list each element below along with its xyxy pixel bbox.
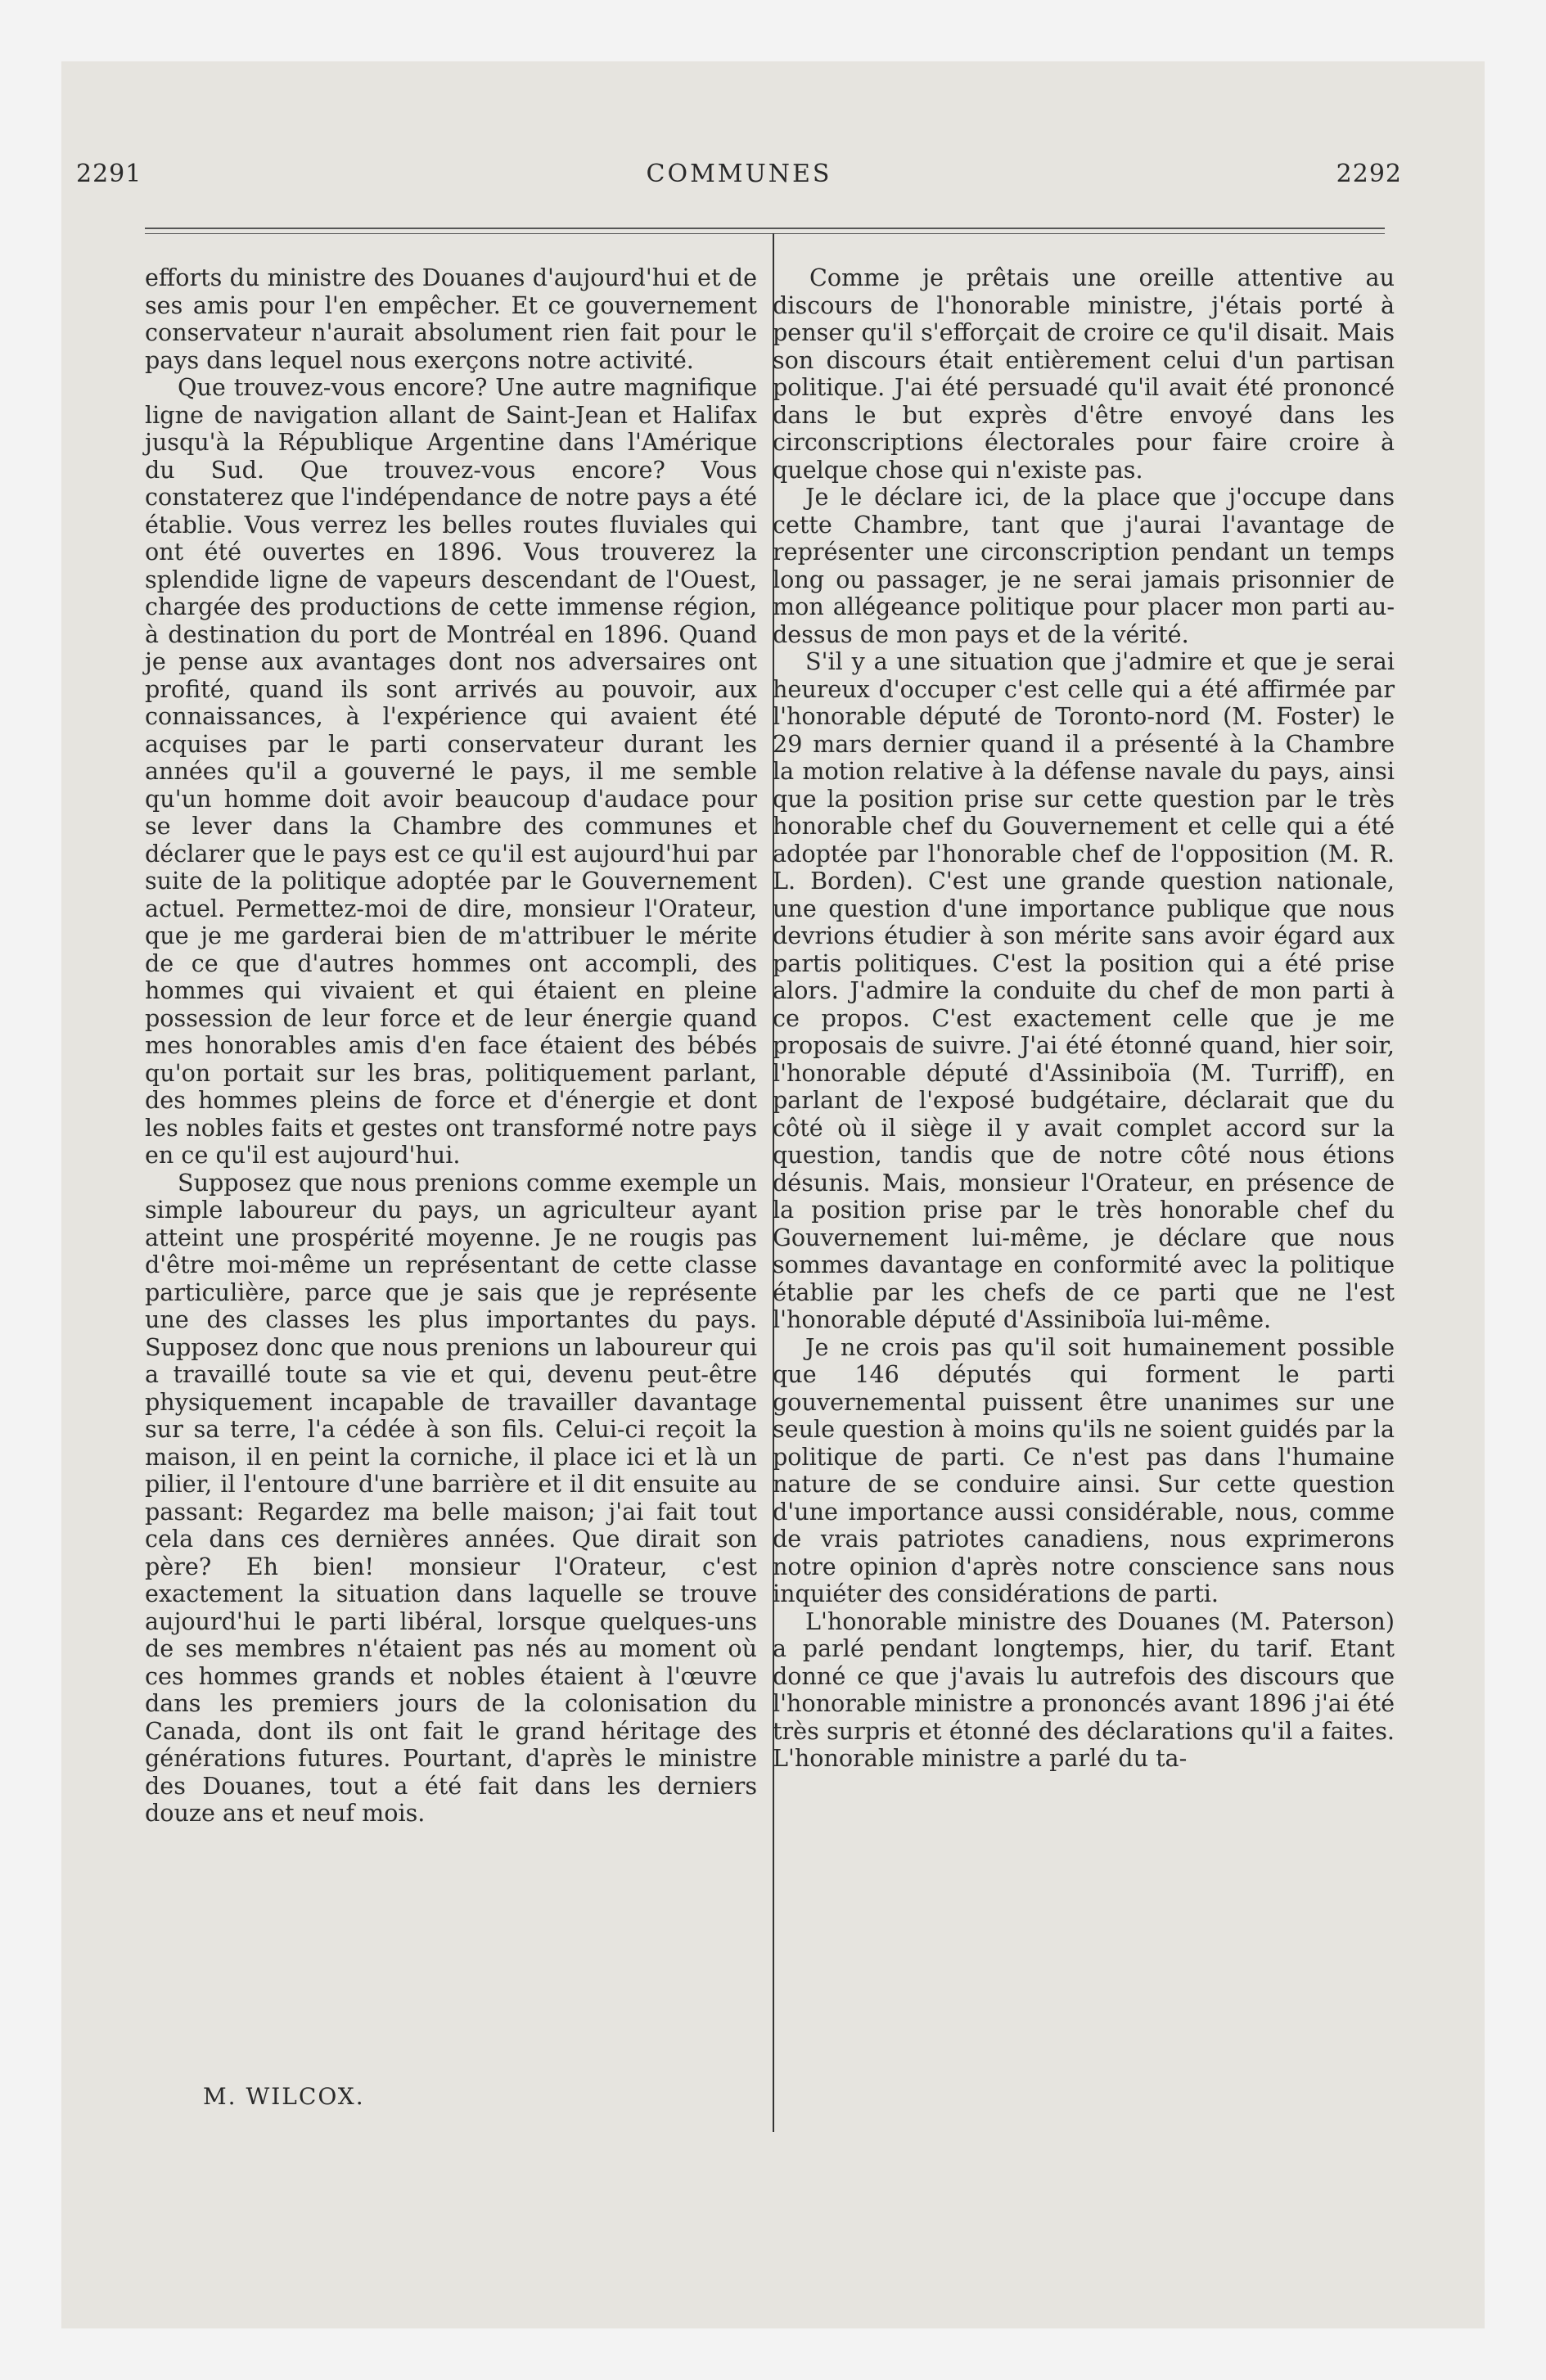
paragraph: Comme je prêtais une oreille attentive au discours de l'honorable ministre, j'étais porté à penser qu'il s'efforçait de croire ce qu'il disait. Mais son discours était entièrement celui d'un partisan politique. J'ai été persuadé qu'il avait été prononcé dans le but exprès d'être envoyé dans les circonscriptions électorales pour faire croire à quelque chose qui n'existe pas.	[773, 264, 1395, 484]
paragraph: Je ne crois pas qu'il soit humainement possible que 146 députés qui forment le parti gouvernemental puissent être unanimes sur une seule question à moins qu'ils ne soient guidés par la politique de parti. Ce n'est pas dans l'humaine nature de se conduire ainsi. Sur cette question d'une importance aussi considérable, nous, comme de vrais patriotes canadiens, nous exprimerons notre opinion d'après notre conscience sans nous inquiéter des considérations de parti.	[773, 1332, 1395, 1607]
page-number-right: 2292	[1336, 160, 1402, 188]
page-number-left: 2291	[76, 160, 142, 188]
running-title: COMMUNES	[646, 160, 832, 188]
paragraph: efforts du ministre des Douanes d'aujourd'hui et de ses amis pour l'en empêcher. Et ce gouvernement conservateur n'aurait absolument rien fait pour le pays dans lequel nous exerçons notre activité.	[145, 264, 757, 374]
paragraph: S'il y a une situation que j'admire et que je serai heureux d'occuper c'est celle qui a été affirmée par l'honorable député de Toronto-nord (M. Foster) le 29 mars dernier quand il a présenté à la Chambre la motion relative à la défense navale du pays, ainsi que la position prise sur cette question par le très honorable chef du Gouvernement et celle qui a été adoptée par l'honorable chef de l'opposition (M. R. L. Borden). C'est une grande question nationale, une question d'une importance publique que nous devrions étudier à son mérite sans avoir égard aux partis politiques. C'est la position qui a été prise alors. J'admire la conduite du chef de mon parti à ce propos. C'est exactement celle que je me proposais de suivre. J'ai été étonné quand, hier soir, l'honorable député d'Assiniboïa (M. Turriff), en parlant de l'exposé budgétaire, déclarait que du côté où il siège il y avait complet accord sur la question, tandis que de notre côté nous étions désunis. Mais, monsieur l'Orateur, en présence de la position prise par le très honorable chef du Gouvernement lui-même, je déclare que nous sommes davantage en conformité avec la politique établie par les chefs de ce parti que ne l'est l'honorable député d'Assiniboïa lui-même.	[773, 647, 1395, 1333]
paragraph: Je le déclare ici, de la place que j'occupe dans cette Chambre, tant que j'aurai l'avantage de représenter une circonscription pendant un temps long ou passager, je ne serai jamais prisonnier de mon allégeance politique pour placer mon parti au-dessus de mon pays et de la vérité.	[773, 483, 1395, 648]
right-column	[773, 264, 1395, 1773]
paragraph: Supposez que nous prenions comme exemple un simple laboureur du pays, un agriculteur ayant atteint une prospérité moyenne. Je ne rougis pas d'être moi-même un représentant de cette classe particulière, parce que je sais que je représente une des classes les plus importantes du pays. Supposez donc que nous prenions un laboureur qui a travaillé toute sa vie et qui, devenu peut-être physiquement incapable de travailler davantage sur sa terre, l'a cédée à son fils. Celui-ci reçoit la maison, il en peint la corniche, il place ici et là un pilier, il l'entoure d'une barrière et il dit ensuite au passant: Regardez ma belle maison; j'ai fait tout cela dans ces dernières années. Que dirait son père? Eh bien! monsieur l'Orateur, c'est exactement la situation dans laquelle se trouve aujourd'hui le parti libéral, lorsque quelques-uns de ses membres n'étaient pas nés au moment où ces hommes grands et nobles étaient à l'œuvre dans les premiers jours de la colonisation du Canada, dont ils ont fait le grand héritage des générations futures. Pourtant, d'après le ministre des Douanes, tout a été fait dans les derniers douze ans et neuf mois.	[145, 1168, 757, 1827]
header-rule-top	[145, 228, 1385, 229]
speaker-name: M. WILCOX.	[203, 2083, 365, 2110]
paragraph: Que trouvez-vous encore? Une autre magnifique ligne de navigation allant de Saint-Jean et Halifax jusqu'à la République Argentine dans l'Amérique du Sud. Que trouvez-vous encore? Vous constaterez que l'indépendance de notre pays a été établie. Vous verrez les belles routes fluviales qui ont été ouvertes en 1896. Vous trouverez la splendide ligne de vapeurs descendant de l'Ouest, chargée des productions de cette immense région, à destination du port de Montréal en 1896. Quand je pense aux avantages dont nos adversaires ont profité, quand ils sont arrivés au pouvoir, aux connaissances, à l'expérience qui avaient été acquises par le parti conservateur durant les années qu'il a gouverné le pays, il me semble qu'un homme doit avoir beaucoup d'audace pour se lever dans la Chambre des communes et déclarer que le pays est ce qu'il est aujourd'hui par suite de la politique adoptée par le Gouvernement actuel. Permettez-moi de dire, monsieur l'Orateur, que je me garderai bien de m'attribuer le mérite de ce que d'autres hommes ont accompli, des hommes qui vivaient et qui étaient en pleine possession de leur force et de leur énergie quand mes honorables amis d'en face étaient des bébés qu'on portait sur les bras, politiquement parlant, des hommes pleins de force et d'énergie et dont les nobles faits et gestes ont transformé notre pays en ce qu'il est aujourd'hui.	[145, 373, 757, 1169]
page-header	[76, 160, 1402, 196]
left-column	[145, 264, 757, 1828]
paragraph: L'honorable ministre des Douanes (M. Paterson) a parlé pendant longtemps, hier, du tarif. Etant donné ce que j'avais lu autrefois des discours que l'honorable ministre a prononcés avant 1896 j'ai été très surpris et étonné des déclarations qu'il a faites. L'honorable ministre a parlé du ta-	[773, 1607, 1395, 1772]
header-rule-bottom	[145, 233, 1385, 234]
